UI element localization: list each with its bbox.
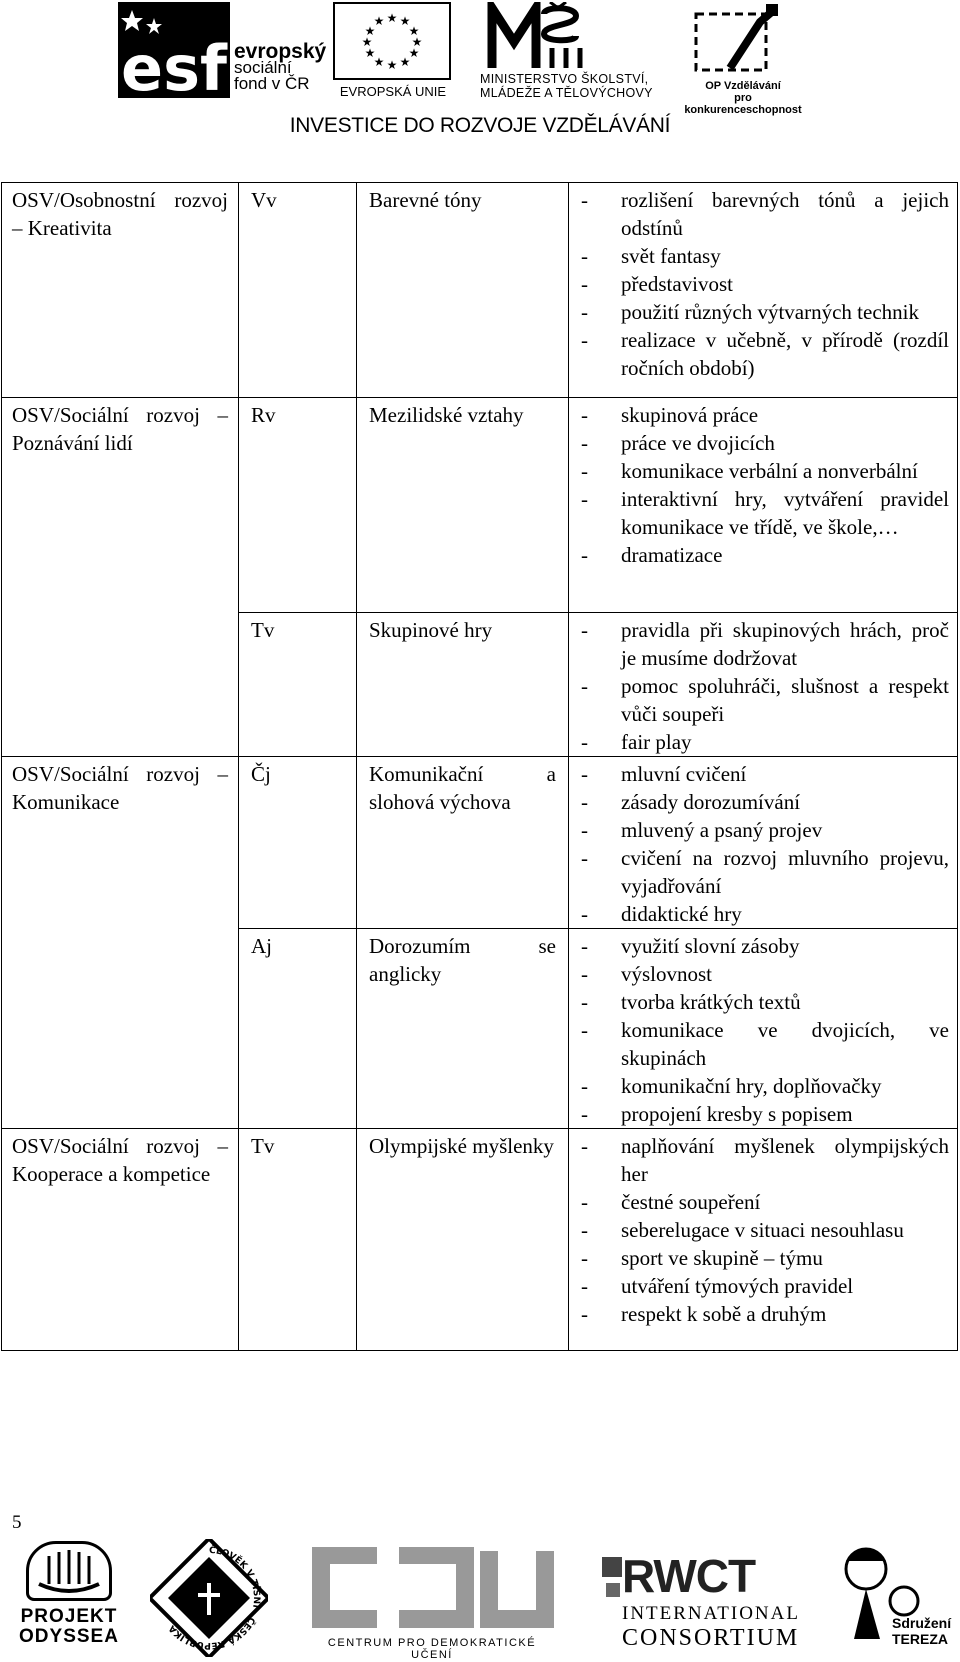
activity-item: - komunikace verbální a nonverbální — [581, 457, 949, 485]
activity-item: - fair play — [581, 728, 949, 756]
op-line1: OP Vzdělávání — [705, 80, 781, 92]
topic-cell — [357, 398, 569, 613]
theme-cell: OSV/Sociální rozvoj – Poznávání lidí — [2, 398, 239, 613]
topic-cell — [357, 757, 569, 929]
svg-text:★: ★ — [399, 55, 411, 69]
topic-text: Komunikační a slohová výchova — [369, 762, 556, 814]
tereza-line2: TEREZA — [892, 1631, 948, 1647]
activity-item: - komunikace ve dvojicích, ve skupinách — [581, 1016, 949, 1072]
activity-item: - čestné soupeření — [581, 1188, 949, 1216]
activities-cell — [569, 1129, 958, 1351]
rwct-logo — [600, 1549, 800, 1653]
table-row — [2, 613, 958, 757]
theme-cell: OSV/Osobnostní rozvoj – Kreativita — [2, 183, 239, 398]
esf-logo-text — [234, 40, 327, 93]
odyssea-line2: ODYSSEA — [19, 1626, 119, 1647]
svg-text:★: ★ — [361, 35, 373, 49]
activity-item: - respekt k sobě a druhým — [581, 1300, 949, 1328]
activity-item: - propojení kresby s popisem — [581, 1100, 949, 1128]
svg-text:★: ★ — [408, 24, 420, 38]
subject-cell: Tv — [239, 613, 357, 757]
eu-label: EVROPSKÁ UNIE — [339, 84, 447, 99]
svg-text:★: ★ — [399, 14, 411, 28]
esf-line3: fond v ČR — [234, 74, 310, 93]
table-row — [2, 183, 958, 398]
svg-text:★: ★ — [373, 55, 385, 69]
activity-item: - dramatizace — [581, 541, 949, 569]
svg-text:★: ★ — [364, 46, 376, 60]
topic-cell — [357, 613, 569, 757]
rwct-line2: INTERNATIONAL — [622, 1603, 800, 1624]
topic-text: Olympijské myšlenky — [369, 1134, 554, 1158]
cdu-mark-icon — [307, 1547, 557, 1633]
msmt-logo — [480, 2, 670, 102]
subject-cell: Tv — [239, 1129, 357, 1351]
odyssea-ship-icon — [26, 1541, 112, 1601]
activity-item: - sport ve skupině – týmu — [581, 1244, 949, 1272]
esf-line1: evropský — [234, 40, 327, 63]
activity-item: - pomoc spoluhráči, slušnost a respekt vůči soupeři — [581, 672, 949, 728]
activity-item: - zásady dorozumívání — [581, 788, 949, 816]
theme-cell — [2, 929, 239, 1129]
op-vk-logo — [678, 2, 808, 116]
theme-cell — [2, 613, 239, 757]
activities-list — [581, 932, 949, 1128]
svg-text:★: ★ — [386, 58, 398, 72]
footer-logos — [0, 1535, 960, 1660]
activity-item: - realizace v učebně, v přírodě (rozdíl ročních období) — [581, 326, 949, 382]
activity-item: - mluvní cvičení — [581, 760, 949, 788]
activities-cell — [569, 183, 958, 398]
msmt-mark-icon — [480, 2, 670, 70]
subject-cell: Vv — [239, 183, 357, 398]
activity-item: - použití různých výtvarných technik — [581, 298, 949, 326]
theme-cell: OSV/Sociální rozvoj – Komunikace — [2, 757, 239, 929]
svg-text:★: ★ — [386, 11, 398, 25]
activity-item: - výslovnost — [581, 960, 949, 988]
activity-item: - rozlišení barevných tónů a jejich odstínů — [581, 186, 949, 242]
activity-item: - naplňování myšlenek olympijských her — [581, 1132, 949, 1188]
activity-item: - seberelugace v situaci nesouhlasu — [581, 1216, 949, 1244]
activity-item: - didaktické hry — [581, 900, 949, 928]
op-vk-mark-icon — [678, 2, 808, 78]
activities-list — [581, 616, 949, 756]
activities-cell — [569, 398, 958, 613]
activity-item: - svět fantasy — [581, 242, 949, 270]
curriculum-table — [1, 182, 958, 1351]
header-logos — [0, 0, 960, 150]
activities-list — [581, 186, 949, 382]
theme-cell: OSV/Sociální rozvoj – Kooperace a kompetice — [2, 1129, 239, 1351]
activity-item: - komunikační hry, doplňovačky — [581, 1072, 949, 1100]
activities-cell — [569, 613, 958, 757]
activity-item: - pravidla při skupinových hrách, proč je musíme dodržovat — [581, 616, 949, 672]
subject-cell: Rv — [239, 398, 357, 613]
odyssea-line1: PROJEKT — [20, 1606, 118, 1627]
table-row — [2, 929, 958, 1129]
topic-cell — [357, 183, 569, 398]
op-line2: pro konkurenceschopnost — [684, 92, 802, 116]
eu-logo — [333, 2, 453, 98]
msmt-line1: MINISTERSTVO ŠKOLSTVÍ, — [480, 72, 649, 86]
cdu-logo — [307, 1547, 557, 1661]
table-row — [2, 757, 958, 929]
activity-item: - tvorba krátkých textů — [581, 988, 949, 1016]
projekt-odyssea-logo — [14, 1541, 124, 1651]
topic-text: Mezilidské vztahy — [369, 403, 524, 427]
rwct-line1: RWCT — [622, 1550, 756, 1602]
topic-text: Skupinové hry — [369, 618, 493, 642]
header-tagline: INVESTICE DO ROZVOJE VZDĚLÁVÁNÍ — [289, 114, 671, 137]
activities-cell — [569, 757, 958, 929]
activities-list — [581, 760, 949, 928]
svg-text:★: ★ — [408, 46, 420, 60]
svg-text:★: ★ — [373, 14, 385, 28]
sdruzeni-tereza-logo — [832, 1539, 952, 1657]
esf-line2: sociální — [234, 58, 292, 77]
activity-item: - skupinová práce — [581, 401, 949, 429]
odyssea-label — [14, 1607, 124, 1647]
clovek-ring-text: ČLOVĚK V TÍSNI · ČESKÁ REPUBLIKA — [167, 1545, 262, 1651]
activity-item: - práce ve dvojicích — [581, 429, 949, 457]
tereza-line1: Sdružení — [892, 1615, 952, 1631]
svg-text:★: ★ — [364, 24, 376, 38]
msmt-line2: MLÁDEŽE A TĚLOVÝCHOVY — [480, 86, 653, 100]
msmt-label — [480, 72, 670, 100]
esf-logo — [118, 2, 327, 98]
topic-text: Dorozumím se anglicky — [369, 934, 556, 986]
table-row — [2, 398, 958, 613]
svg-text:esf: esf — [121, 32, 227, 98]
esf-mark-icon — [118, 2, 230, 98]
cdu-label: CENTRUM PRO DEMOKRATICKÉ UČENÍ — [327, 1637, 537, 1661]
activity-item: - utváření týmových pravidel — [581, 1272, 949, 1300]
subject-cell: Aj — [239, 929, 357, 1129]
op-vk-label — [678, 80, 808, 116]
topic-cell — [357, 929, 569, 1129]
activity-item: - cvičení na rozvoj mluvního projevu, vyjadřování — [581, 844, 949, 900]
activity-item: - představivost — [581, 270, 949, 298]
page-number: 5 — [12, 1512, 22, 1533]
clovek-v-tisni-logo — [150, 1539, 268, 1657]
subject-cell: Čj — [239, 757, 357, 929]
topic-cell — [357, 1129, 569, 1351]
activity-item: - interaktivní hry, vytváření pravidel komunikace ve třídě, ve škole,… — [581, 485, 949, 541]
rwct-line3: CONSORTIUM — [622, 1625, 800, 1651]
topic-text: Barevné tóny — [369, 188, 482, 212]
svg-text:★: ★ — [411, 35, 423, 49]
activities-list — [581, 1132, 949, 1328]
activities-list — [581, 401, 949, 569]
eu-flag-icon — [333, 2, 451, 80]
activities-cell — [569, 929, 958, 1129]
tereza-label — [892, 1615, 951, 1647]
table-row — [2, 1129, 958, 1351]
activity-item: - využití slovní zásoby — [581, 932, 949, 960]
activity-item: - mluvený a psaný projev — [581, 816, 949, 844]
